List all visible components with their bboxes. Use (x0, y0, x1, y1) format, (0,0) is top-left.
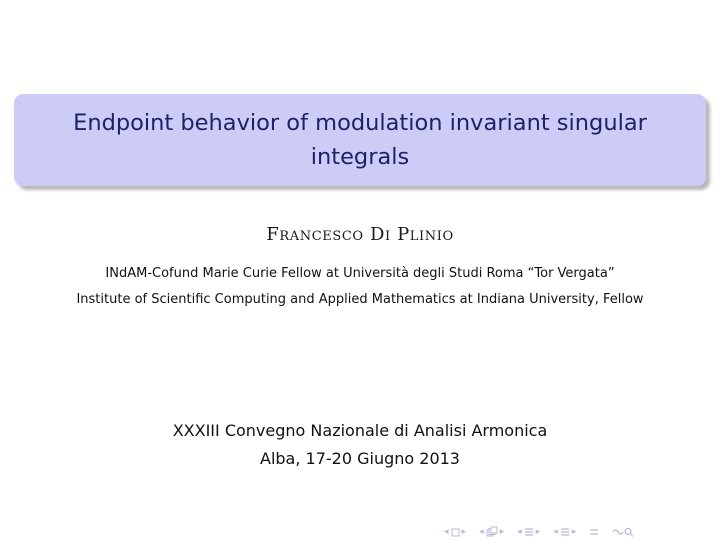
section-icon[interactable] (524, 527, 534, 537)
section-prev-icon-2[interactable]: ◂ (553, 526, 558, 537)
subsection-nav-group (478, 526, 505, 538)
section-nav-group-2 (552, 527, 577, 537)
affiliation-2: Institute of Scientific Computing and Applied Mathematics at Indiana University, Fellow (76, 292, 644, 307)
title-line-2: integrals (310, 144, 410, 170)
subsection-prev-icon[interactable]: ◂ (479, 526, 484, 537)
frame-next-icon[interactable]: ▸ (461, 526, 467, 537)
section-prev-icon[interactable]: ◂ (517, 526, 522, 537)
title-line-1: Endpoint behavior of modulation invariant singular (73, 110, 647, 136)
search-icon[interactable] (612, 527, 634, 537)
frame-nav-group (443, 528, 467, 537)
section-icon-2[interactable] (560, 527, 570, 537)
author-name: Francesco Di Plinio (266, 224, 454, 245)
section-nav-group (516, 527, 541, 537)
event-name: XXXIII Convegno Nazionale di Analisi Armonica (172, 421, 548, 440)
align-group (588, 527, 600, 537)
title-box (14, 94, 706, 186)
affiliation-1: INdAM-Cofund Marie Curie Fellow at Università degli Studi Roma “Tor Vergata” (105, 266, 615, 281)
subsection-icon[interactable] (486, 526, 498, 538)
frame-prev-icon[interactable]: ◂ (444, 526, 449, 537)
section-next-icon-2[interactable]: ▸ (571, 526, 577, 537)
frame-icon[interactable] (451, 528, 460, 537)
search-group (611, 527, 635, 537)
section-next-icon[interactable]: ▸ (535, 526, 541, 537)
subsection-next-icon[interactable]: ▸ (499, 526, 505, 537)
beamer-navigation-bar (443, 524, 646, 540)
event-place-date: Alba, 17-20 Giugno 2013 (260, 449, 460, 468)
align-icon[interactable] (589, 527, 599, 537)
